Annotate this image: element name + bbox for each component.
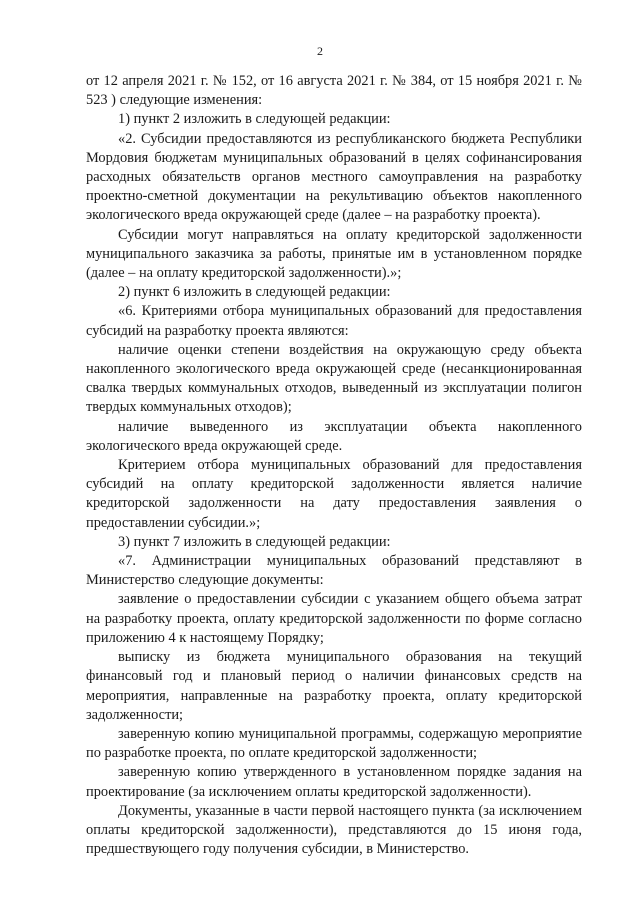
paragraph-doc-assignment-copy: заверенную копию утвержденного в установленном порядке задания на проектирование (за исключением оплаты кредиторской задолженности). — [86, 764, 582, 800]
paragraph-clause-2: «2. Субсидии предоставляются из республиканского бюджета Республики Мордовия бюджетам муниципальных образований в целях софинансирования расходных обязательств органов местного самоуправления на разработку проектно-сметной документации на рекультивацию объектов накопленного экологического вреда окружающей среде (далее – на разработку проекта). — [86, 130, 582, 224]
paragraph-clause-6: «6. Критериями отбора муниципальных образований для предоставления субсидий на разработку проекта являются: — [86, 303, 582, 339]
document-body — [86, 72, 582, 859]
paragraph-item-2-heading: 2) пункт 6 изложить в следующей редакции: — [118, 284, 391, 301]
paragraph-criterion-object: наличие выведенного из эксплуатации объекта накопленного экологического вреда окружающей среде. — [86, 418, 582, 454]
paragraph-item-1-heading: 1) пункт 2 изложить в следующей редакции: — [118, 111, 391, 128]
paragraph-deadline: Документы, указанные в части первой настоящего пункта (за исключением оплаты кредиторской задолженности), представляются до 15 июня года, предшествующего году получения субсидии, в Министерство. — [86, 802, 582, 858]
paragraph-intro: от 12 апреля 2021 г. № 152, от 16 августа 2021 г. № 384, от 15 ноября 2021 г. № 523 ) следующие изменения: — [86, 73, 582, 109]
paragraph-clause-2-subsidies: Субсидии могут направляться на оплату кредиторской задолженности муниципального заказчика за работы, принятые им в установленном порядке (далее – на оплату кредиторской задолженности).»; — [86, 226, 582, 282]
paragraph-doc-budget-extract: выписку из бюджета муниципального образования на текущий финансовый год и плановый период о наличии финансовых средств на мероприятия, направленные на разработку проекта, оплату кредиторской задолженности; — [86, 649, 582, 723]
paragraph-doc-application: заявление о предоставлении субсидии с указанием общего объема затрат на разработку проекта, оплату кредиторской задолженности по форме согласно приложению 4 к настоящему Порядку; — [86, 591, 582, 646]
paragraph-criterion-assessment: наличие оценки степени воздействия на окружающую среду объекта накопленного экологического вреда окружающей среде (несанкционированная свалка твердых коммунальных отходов, выведенный из эксплуатации полигон твердых коммунальных отходов); — [86, 341, 582, 416]
page-number: 2 — [317, 44, 323, 58]
paragraph-criterion-debt: Критерием отбора муниципальных образований для предоставления субсидий на оплату кредиторской задолженности является наличие кредиторской задолженности на дату предоставления заявления о предоставлении субсидии.»; — [86, 457, 582, 531]
paragraph-item-3-heading: 3) пункт 7 изложить в следующей редакции: — [118, 533, 391, 550]
paragraph-doc-program-copy: заверенную копию муниципальной программы, содержащую мероприятие по разработке проекта, по оплате кредиторской задолженности; — [86, 725, 582, 762]
paragraph-clause-7: «7. Администрации муниципальных образований представляют в Министерство следующие документы: — [86, 553, 582, 589]
